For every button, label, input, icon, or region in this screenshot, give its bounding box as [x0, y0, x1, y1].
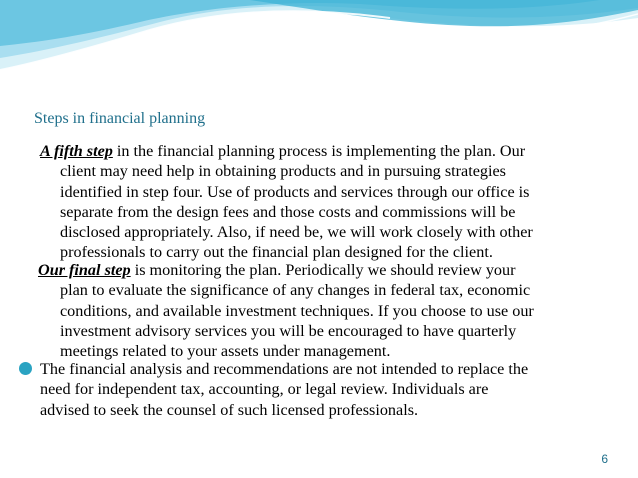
page-number: 6	[601, 452, 608, 466]
paragraph-line: meetings related to your assets under management.	[60, 342, 391, 361]
fifth-step-lead: A fifth step	[40, 142, 113, 160]
paragraph-line: client may need help in obtaining products and in pursuing strategies	[60, 162, 506, 181]
paragraph-line: professionals to carry out the financial plan designed for the client.	[60, 243, 493, 262]
slide-title: Steps in financial planning	[34, 110, 206, 127]
paragraph-line	[38, 260, 605, 280]
paragraph-line: plan to evaluate the significance of any changes in federal tax, economic	[60, 281, 531, 300]
paragraph-line: separate from the design fees and those costs and commissions will be	[60, 202, 516, 221]
paragraph-final-step	[40, 260, 605, 361]
paragraph-text: is monitoring the plan. Periodically we should review your	[130, 261, 516, 279]
paragraph-text: in the financial planning process is implementing the plan. Our	[112, 142, 526, 160]
paragraph-line	[40, 141, 605, 161]
paragraph-line: conditions, and available investment techniques. If you choose to use our	[60, 301, 534, 320]
paragraph-line: disclosed appropriately. Also, if need be, we will work closely with other	[60, 223, 533, 242]
paragraph-fifth-step	[40, 141, 605, 263]
paragraph-line: investment advisory services you will be encouraged to have quarterly	[60, 321, 517, 340]
paragraph-line: advised to seek the counsel of such licensed professionals.	[40, 400, 419, 419]
paragraph-line: need for independent tax, accounting, or legal review. Individuals are	[40, 380, 489, 399]
bullet-icon	[19, 362, 32, 375]
header-wave-graphic	[0, 0, 638, 100]
paragraph-line: identified in step four. Use of products and services through our office is	[60, 182, 530, 201]
final-step-lead: Our final step	[38, 261, 131, 279]
paragraph-disclaimer	[40, 359, 605, 420]
paragraph-line: The financial analysis and recommendations are not intended to replace the	[40, 360, 529, 378]
